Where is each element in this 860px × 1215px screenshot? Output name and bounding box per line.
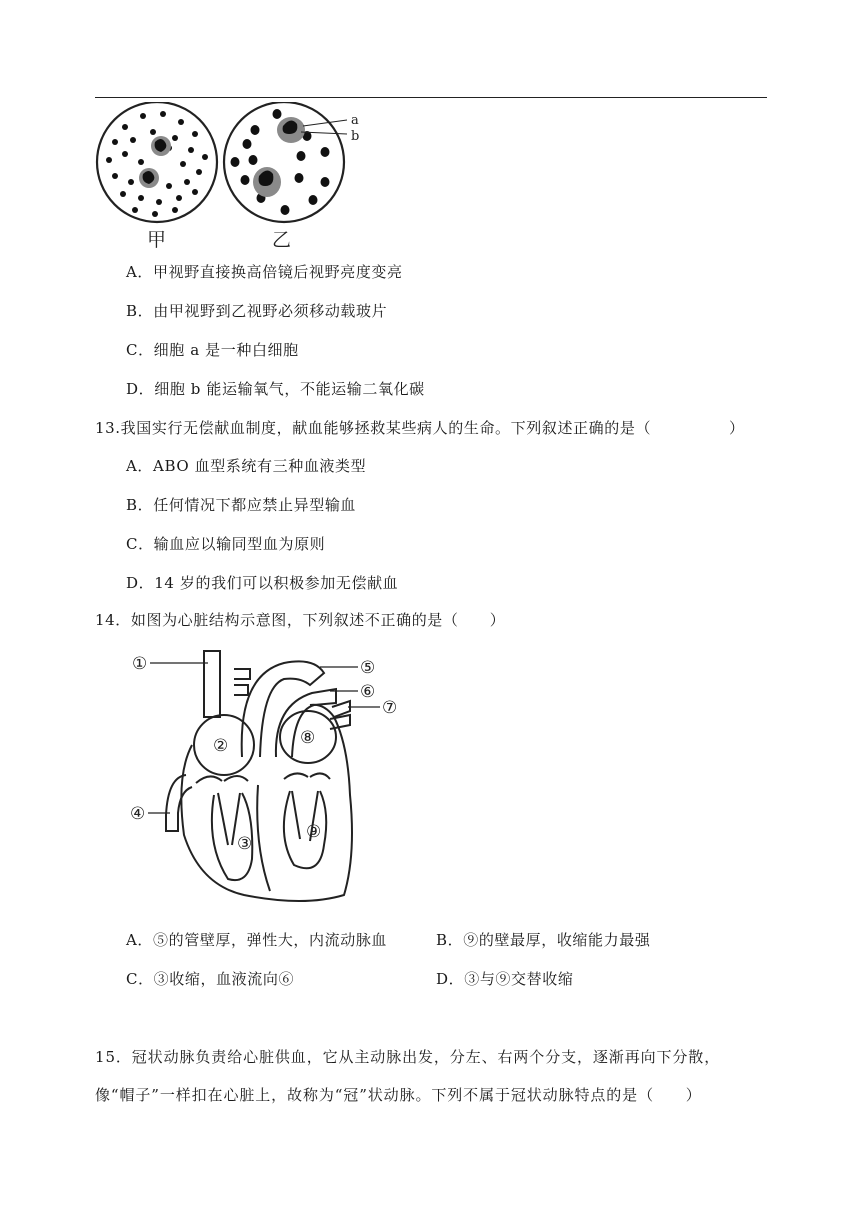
label-4: ④ xyxy=(130,804,146,824)
heart-diagram xyxy=(124,645,414,915)
q14-option-d: D．③与⑨交替收缩 xyxy=(436,970,574,988)
label-b: b xyxy=(351,129,360,144)
label-2: ② xyxy=(213,736,229,756)
q13-option-b: B．任何情况下都应禁止异型输血 xyxy=(126,496,357,514)
label-9: ⑨ xyxy=(306,822,322,842)
q14-stem: 14．如图为心脏结构示意图，下列叙述不正确的是（ ） xyxy=(95,611,506,629)
field-yi xyxy=(224,102,347,222)
q12-option-a: A．甲视野直接换高倍镜后视野亮度变亮 xyxy=(126,263,403,281)
caption-jia: 甲 xyxy=(147,229,167,251)
label-8: ⑧ xyxy=(300,728,316,748)
q13-stem: 13.我国实行无偿献血制度，献血能够拯救某些病人的生命。下列叙述正确的是（ ） xyxy=(95,419,745,437)
label-3: ③ xyxy=(237,834,253,854)
q14-option-b: B．⑨的壁最厚，收缩能力最强 xyxy=(436,931,651,949)
q12-option-b: B．由甲视野到乙视野必须移动载玻片 xyxy=(126,302,388,320)
label-5: ⑤ xyxy=(360,658,376,678)
caption-yi: 乙 xyxy=(272,229,292,251)
q15-stem-line1: 15．冠状动脉负责给心脏供血，它从主动脉出发，分左、右两个分支，逐渐再向下分散， xyxy=(95,1048,721,1066)
q13-option-d: D．14 岁的我们可以积极参加无偿献血 xyxy=(126,574,399,592)
q15-stem-line2: 像“帽子”一样扣在心脏上，故称为“冠”状动脉。下列不属于冠状动脉特点的是（ ） xyxy=(95,1086,702,1104)
q13-option-c: C．输血应以输同型血为原则 xyxy=(126,535,326,553)
q12-option-d: D．细胞 b 能运输氧气，不能运输二氧化碳 xyxy=(126,380,425,398)
q12-option-c: C．细胞 a 是一种白细胞 xyxy=(126,341,299,359)
blood-smear-figure xyxy=(95,102,395,252)
q14-option-a: A．⑤的管壁厚，弹性大，内流动脉血 xyxy=(126,931,388,949)
q14-option-c: C．③收缩，血液流向⑥ xyxy=(126,970,295,988)
label-a: a xyxy=(351,113,359,128)
label-1: ① xyxy=(132,654,148,674)
field-jia xyxy=(97,102,217,222)
q13-option-a: A．ABO 血型系统有三种血液类型 xyxy=(126,457,367,475)
header-rule xyxy=(95,97,767,98)
label-6: ⑥ xyxy=(360,682,376,702)
label-7: ⑦ xyxy=(382,698,398,718)
